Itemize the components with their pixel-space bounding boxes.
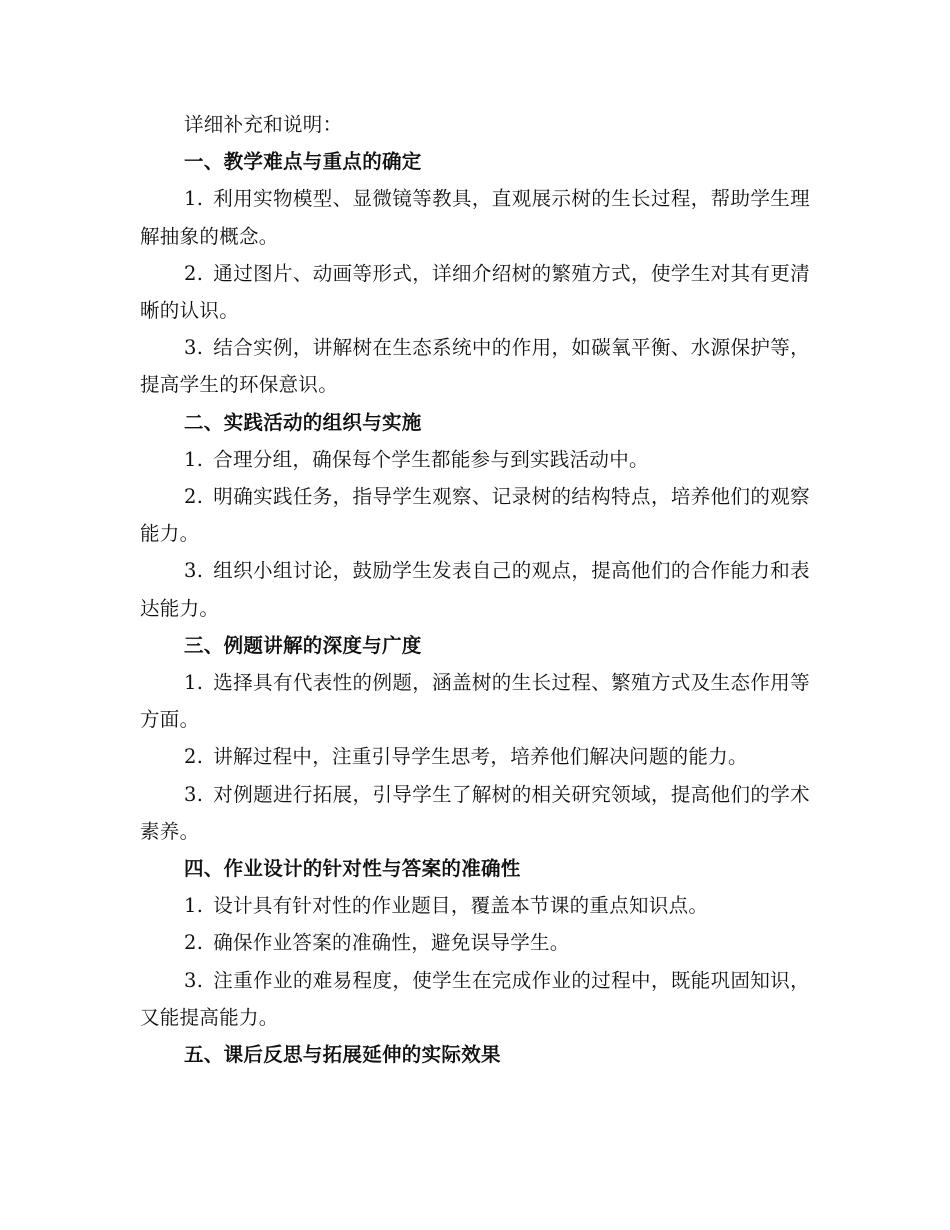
item-text: 设计具有针对性的作业题目，覆盖本节课的重点知识点。 [213,894,709,918]
section-heading-2: 二、实践活动的组织与实施 [184,410,422,434]
section-heading-3: 三、例题讲解的深度与广度 [184,633,422,657]
item-number: 1. [184,447,204,471]
section-3-item-3 [140,776,810,850]
item-number: 2. [184,485,204,509]
section-4-item-1 [140,887,810,924]
item-text: 结合实例，讲解树在生态系统中的作用，如碳氧平衡、水源保护等，提高学生的环保意识。 [140,336,810,397]
intro-text: 详细补充和说明： [184,113,343,136]
section-4-item-2 [140,924,810,961]
item-text: 组织小组讨论，鼓励学生发表自己的观点，提高他们的合作能力和表达能力。 [140,559,810,620]
section-heading-4: 四、作业设计的针对性与答案的准确性 [184,857,521,881]
item-number: 2. [184,261,204,285]
item-number: 1. [184,671,204,695]
section-3-item-1 [140,664,810,738]
section-heading-5: 五、课后反思与拓展延伸的实际效果 [184,1043,501,1067]
section-2-item-2 [140,478,810,552]
section-1-item-1 [140,180,810,254]
item-text: 选择具有代表性的例题，涵盖树的生长过程、繁殖方式及生态作用等方面。 [140,671,810,732]
item-number: 2. [184,745,204,769]
section-heading-1: 一、教学难点与重点的确定 [184,150,422,174]
section-1-item-3 [140,329,810,403]
item-number: 1. [184,894,204,918]
item-text: 注重作业的难易程度，使学生在完成作业的过程中，既能巩固知识，又能提高能力。 [140,968,810,1029]
item-text: 合理分组，确保每个学生都能参与到实践活动中。 [213,447,649,471]
item-text: 讲解过程中，注重引导学生思考，培养他们解决问题的能力。 [213,745,748,769]
item-number: 2. [184,931,204,955]
section-2-item-1 [140,441,810,478]
item-text: 对例题进行拓展，引导学生了解树的相关研究领域，提高他们的学术素养。 [140,782,810,843]
section-3-item-2 [140,738,810,775]
section-1-item-2 [140,255,810,329]
item-number: 3. [184,559,204,583]
item-text: 通过图片、动画等形式，详细介绍树的繁殖方式，使学生对其有更清晰的认识。 [140,261,810,323]
section-2-item-3 [140,552,810,626]
item-number: 3. [184,782,204,806]
item-number: 3. [184,968,204,992]
item-text: 明确实践任务，指导学生观察、记录树的结构特点，培养他们的观察能力。 [140,485,810,546]
item-text: 利用实物模型、显微镜等教具，直观展示树的生长过程，帮助学生理解抽象的概念。 [140,187,810,248]
section-4-item-3 [140,962,810,1036]
item-number: 3. [184,336,204,360]
item-number: 1. [184,187,204,211]
item-text: 确保作业答案的准确性，避免误导学生。 [213,931,570,955]
